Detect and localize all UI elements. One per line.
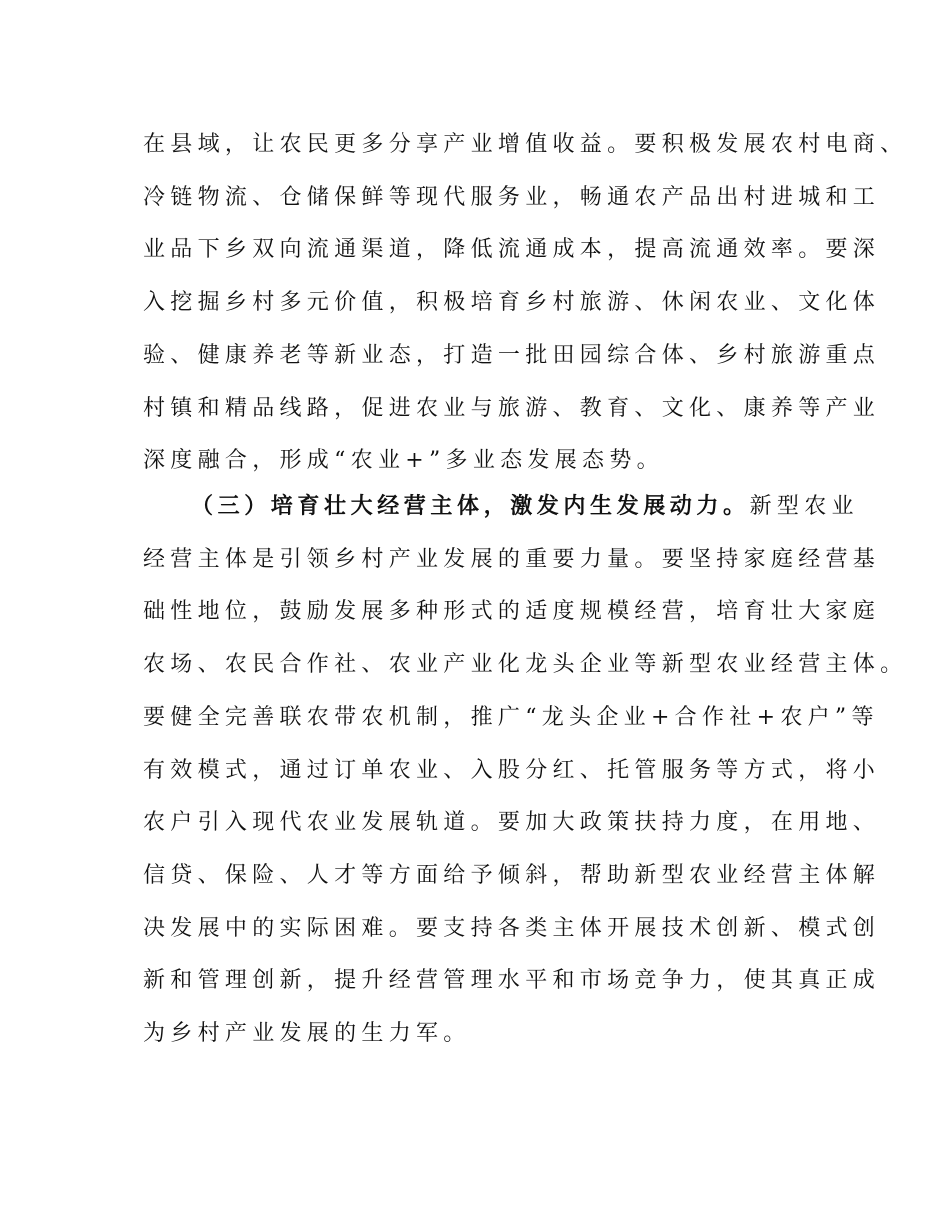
text-line: 业品下乡双向流通渠道，降低流通成本，提高流通效率。要深 [143,237,881,263]
text-line: 冷链物流、仓储保鲜等现代服务业，畅通农产品出村进城和工 [143,184,881,210]
text-line: 农户引入现代农业发展轨道。要加大政策扶持力度，在用地、 [143,810,881,836]
text-line: 础性地位，鼓励发展多种形式的适度规模经营，培育壮大家庭 [143,599,881,625]
heading-line-rest: 新型农业 [749,494,859,519]
text-line: 信贷、保险、人才等方面给予倾斜，帮助新型农业经营主体解 [143,862,881,888]
text-line: 新和管理创新，提升经营管理水平和市场竞争力，使其真正成 [143,968,881,994]
text-line: 为乡村产业发展的生力军。 [143,1021,471,1047]
paragraph-business-entities [143,481,908,1061]
section-heading: （三）培育壮大经营主体，激发内生发展动力。 [191,494,750,519]
text-line: 农场、农民合作社、农业产业化龙头企业等新型农业经营主体。 [143,652,908,678]
text-line-first [143,481,859,534]
text-line: 决发展中的实际困难。要支持各类主体开展技术创新、模式创 [143,915,881,941]
text-line: 经营主体是引领乡村产业发展的重要力量。要坚持家庭经营基 [143,546,881,572]
text-line: 入挖掘乡村多元价值，积极培育乡村旅游、休闲农业、文化体 [143,290,881,316]
text-line: 要健全完善联农带农机制，推广“龙头企业+合作社+农户”等 [143,704,879,730]
text-line: 验、健康养老等新业态，打造一批田园综合体、乡村旅游重点 [143,342,881,368]
text-line: 在县域，让农民更多分享产业增值收益。要积极发展农村电商、 [143,132,908,157]
text-line: 村镇和精品线路，促进农业与旅游、教育、文化、康养等产业 [143,395,881,421]
text-line: 深度融合，形成“农业+”多业态发展态势。 [143,448,664,474]
text-line: 有效模式，通过订单农业、入股分红、托管服务等方式，将小 [143,757,881,783]
paragraph-rural-integration [143,119,908,488]
